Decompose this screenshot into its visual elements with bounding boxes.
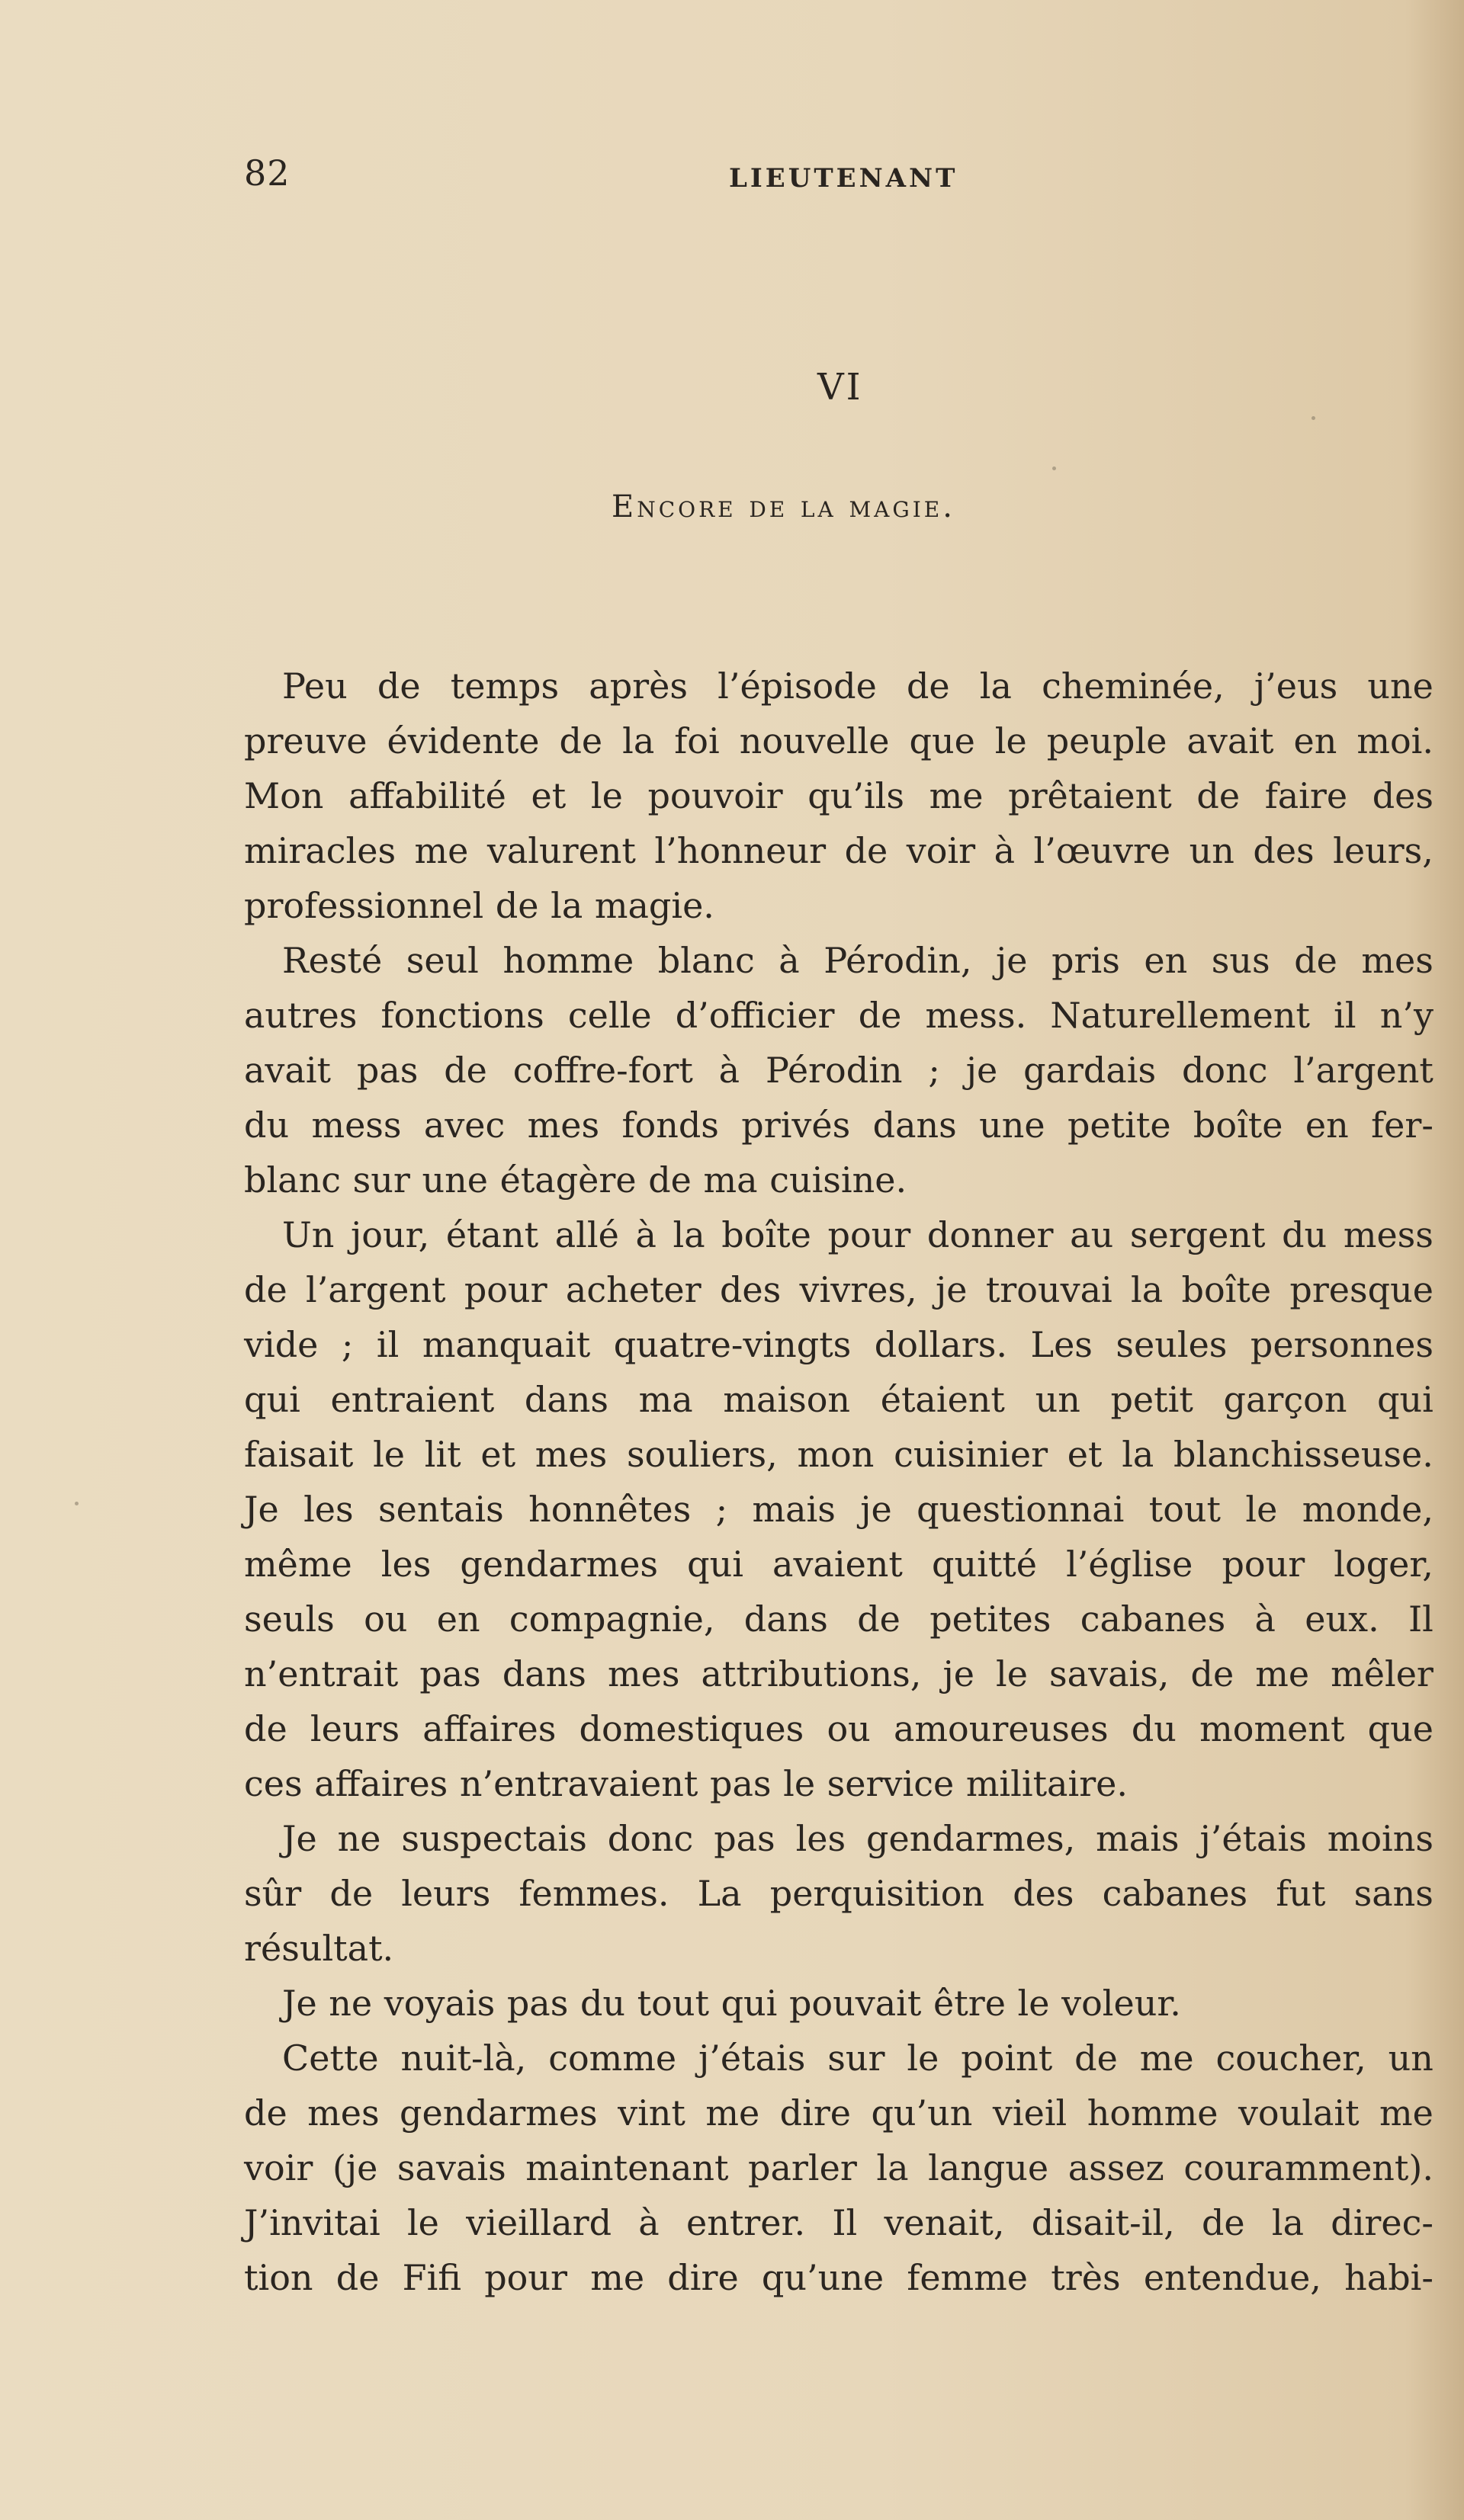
text-line: Cette nuit-là, comme j’étais sur le point de me coucher, un bbox=[282, 2037, 1434, 2079]
text-line: du mess avec mes fonds privés dans une petite boîte en fer- bbox=[244, 1105, 1434, 1146]
text-line: Je ne voyais pas du tout qui pouvait être le voleur. bbox=[282, 1983, 1181, 2024]
text-line: professionnel de la magie. bbox=[244, 885, 714, 926]
text-line: Resté seul homme blanc à Pérodin, je pris en sus de mes bbox=[282, 940, 1434, 981]
body-text bbox=[244, 659, 1434, 2305]
text-line: miracles me valurent l’honneur de voir à l’œuvre un des leurs, bbox=[244, 830, 1434, 871]
text-line: ces affaires n’entravaient pas le service militaire. bbox=[244, 1763, 1128, 1804]
text-line: de mes gendarmes vint me dire qu’un vieil homme voulait me bbox=[244, 2092, 1434, 2134]
text-line: vide ; il manquait quatre-vingts dollars. Les seules personnes bbox=[244, 1324, 1434, 1365]
paper-speck bbox=[75, 1502, 79, 1505]
text-line: même les gendarmes qui avaient quitté l’église pour loger, bbox=[244, 1544, 1434, 1585]
running-head: LIEUTENANT bbox=[729, 163, 958, 194]
text-line: Je ne suspectais donc pas les gendarmes, mais j’étais moins bbox=[282, 1818, 1434, 1859]
text-line: Je les sentais honnêtes ; mais je questionnai tout le monde, bbox=[244, 1489, 1434, 1530]
page-header bbox=[244, 152, 1434, 206]
text-line: avait pas de coffre-fort à Pérodin ; je gardais donc l’argent bbox=[244, 1050, 1434, 1091]
chapter-number: VI bbox=[817, 366, 863, 409]
text-line: voir (je savais maintenant parler la langue assez couramment). bbox=[244, 2147, 1434, 2188]
text-line: n’entrait pas dans mes attributions, je le savais, de me mêler bbox=[244, 1653, 1434, 1694]
text-line: qui entraient dans ma maison étaient un petit garçon qui bbox=[244, 1379, 1434, 1420]
paper-speck bbox=[1052, 466, 1056, 470]
paper-speck bbox=[1312, 416, 1315, 420]
text-line: seuls ou en compagnie, dans de petites cabanes à eux. Il bbox=[244, 1598, 1434, 1640]
text-line: de leurs affaires domestiques ou amoureuses du moment que bbox=[244, 1708, 1434, 1749]
text-line: faisait le lit et mes souliers, mon cuisinier et la blanchisseuse. bbox=[244, 1434, 1434, 1475]
text-line: Peu de temps après l’épisode de la cheminée, j’eus une bbox=[282, 665, 1434, 707]
page-number: 82 bbox=[244, 152, 291, 194]
text-line: autres fonctions celle d’officier de mess. Naturellement il n’y bbox=[244, 995, 1434, 1036]
text-line: J’invitai le vieillard à entrer. Il venait, disait-il, de la direc- bbox=[244, 2202, 1434, 2243]
text-line: Mon affabilité et le pouvoir qu’ils me prêtaient de faire des bbox=[244, 775, 1434, 816]
text-line: Un jour, étant allé à la boîte pour donner au sergent du mess bbox=[282, 1214, 1434, 1255]
text-line: sûr de leurs femmes. La perquisition des cabanes fut sans bbox=[244, 1873, 1434, 1914]
text-line: preuve évidente de la foi nouvelle que le peuple avait en moi. bbox=[244, 720, 1434, 761]
chapter-title: Encore de la magie. bbox=[612, 489, 955, 524]
text-line: de l’argent pour acheter des vivres, je trouvai la boîte presque bbox=[244, 1269, 1434, 1310]
text-line: blanc sur une étagère de ma cuisine. bbox=[244, 1159, 907, 1201]
text-line: tion de Fifi pour me dire qu’une femme très entendue, habi- bbox=[244, 2257, 1434, 2298]
text-line: résultat. bbox=[244, 1928, 394, 1969]
